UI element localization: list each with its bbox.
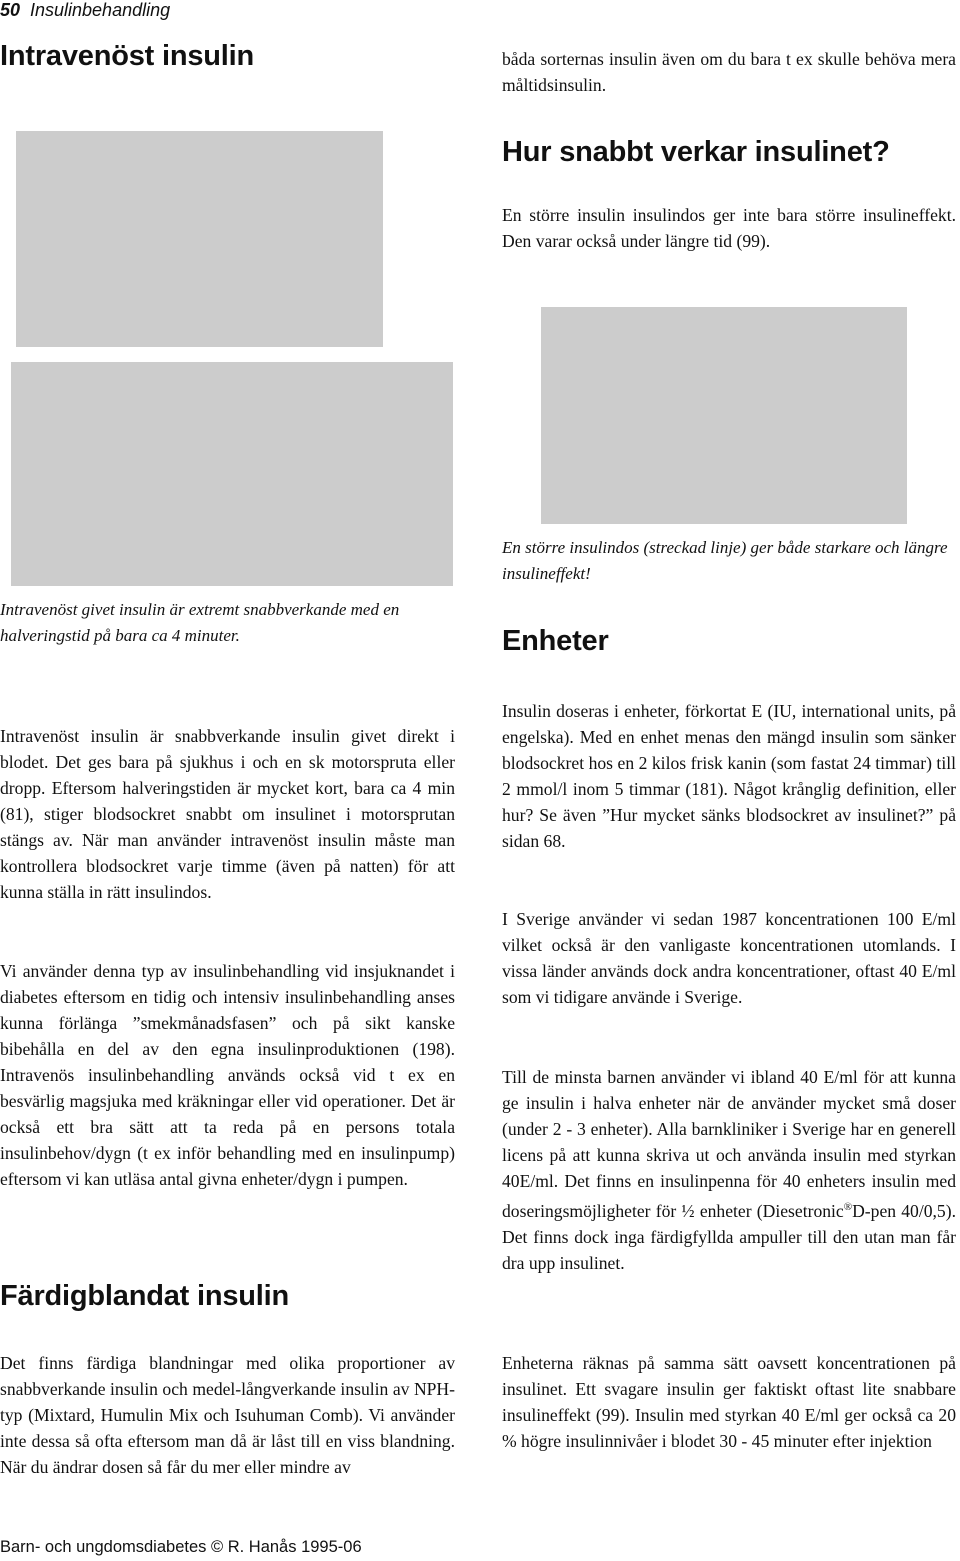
figure-caption-dose: En större insulindos (streckad linje) ger både starkare och längre insulineffekt!: [502, 538, 948, 583]
paragraph-iv-usage: Vi använder denna typ av insulinbehandling vid insjuknandet i diabetes eftersom en tidig och intensiv insulinbehandling anses kunna förlänga ”smekmånadsfasen” och på sikt kanske bibehålla en del av den egna insulinproduktionen (198). Intravenös insulinbehandling används också vid t ex en besvärlig magsjuka med kräkningar eller vid operationer. Det är också ett bra sätt att ta reda på en persons totala insulinbehov/dygn (t ex inför behandling med en insulinpump) eftersom vi kan utläsa antal givna enheter/dygn i pumpen.: [0, 961, 455, 1189]
paragraph-units-counting: Enheterna räknas på samma sätt oavsett koncentrationen på insulinet. Ett svagare insulin ger faktiskt oftast lite snabbare insulineffekt (99). Insulin med styrkan 40 E/ml ger också ca 20 % högre insulinnivåer i blodet 30 - 45 minuter efter injektion: [502, 1353, 956, 1451]
section-title: Insulinbehandling: [30, 0, 171, 20]
heading-premixed-insulin: Färdigblandat insulin: [0, 1280, 290, 1312]
paragraph-units-children-part2: D-pen 40/0,5). Det finns dock inga färdigfyllda ampuller till den utan man får dra upp insulinet.: [502, 1200, 956, 1273]
page-number: 50: [0, 0, 21, 20]
paragraph-units-definition: Insulin doseras i enheter, förkortat E (IU, international units, på engelska). Med en enhet menas den mängd insulin som sänker blodsockret hos en 2 kilos frisk kanin (som fastat 24 timmar) till 2 mmol/l inom 5 timmar (181). Något krånglig definition, eller hur? Se även ”Hur mycket sänks blodsockret av insulinet?” på sidan 68.: [502, 701, 956, 851]
heading-intravenous-insulin: Intravenöst insulin: [0, 40, 255, 72]
paragraph-units-concentration: I Sverige använder vi sedan 1987 koncentrationen 100 E/ml vilket också är den vanligaste koncentrationen utomlands. I vissa länder används dock andra koncentrationer, oftast 40 E/ml som vi tidigare använde i Sverige.: [502, 909, 956, 1007]
heading-how-fast: Hur snabbt verkar insulinet?: [502, 136, 890, 168]
paragraph-continued: båda sorternas insulin även om du bara t ex skulle behöva mera måltidsinsulin.: [502, 49, 956, 95]
paragraph-dose-effect: En större insulin insulindos ger inte bara större insulineffekt. Den varar också under längre tid (99).: [502, 205, 956, 251]
figure-image-iv-curve: [11, 362, 453, 586]
paragraph-units-children: [502, 1064, 956, 1276]
figure-image-dose-curve: [541, 307, 907, 524]
paragraph-premixed: Det finns färdiga blandningar med olika proportioner av snabbverkande insulin och medel-långverkande insulin av NPH-typ (Mixtard, Humulin Mix och Isuhuman Comb). Vi använder inte dessa så ofta eftersom man då är låst till en viss blandning. När du ändrar dosen så får du mer eller mindre av: [0, 1353, 455, 1477]
paragraph-units-children-part1: Till de minsta barnen använder vi ibland 40 E/ml för att kunna ge insulin i halva enheter när de använder mycket små doser (under 2 - 3 enheter). Alla barnkliniker i Sverige har en generell licens på att kunna skriva ut och använda insulin med styrkan 40E/ml. Det finns en insulinpenna för 40 enheters insulin med doseringsmöjligheter för ½ enheter (Diesetronic: [502, 1067, 956, 1221]
figure-image-top-left: [16, 131, 383, 347]
figure-caption-iv: Intravenöst givet insulin är extremt snabbverkande med en halveringstid på bara ca 4 minuter.: [0, 600, 400, 645]
paragraph-iv-intro: Intravenöst insulin är snabbverkande insulin givet direkt i blodet. Det ges bara på sjukhus i och en sk motorspruta eller dropp. Eftersom halveringstiden är mycket kort, bara ca 4 min (81), stiger blodsockret snabbt om insulinet i motorsprutan stängs av. När man använder intravenöst insulin måste man kontrollera blodsockret varje timme (även på natten) för att kunna ställa in rätt insulindos.: [0, 726, 455, 902]
heading-units: Enheter: [502, 625, 609, 657]
registered-mark: ®: [843, 1201, 853, 1213]
page-footer: Barn- och ungdomsdiabetes © R. Hanås 1995-06: [0, 1538, 362, 1556]
